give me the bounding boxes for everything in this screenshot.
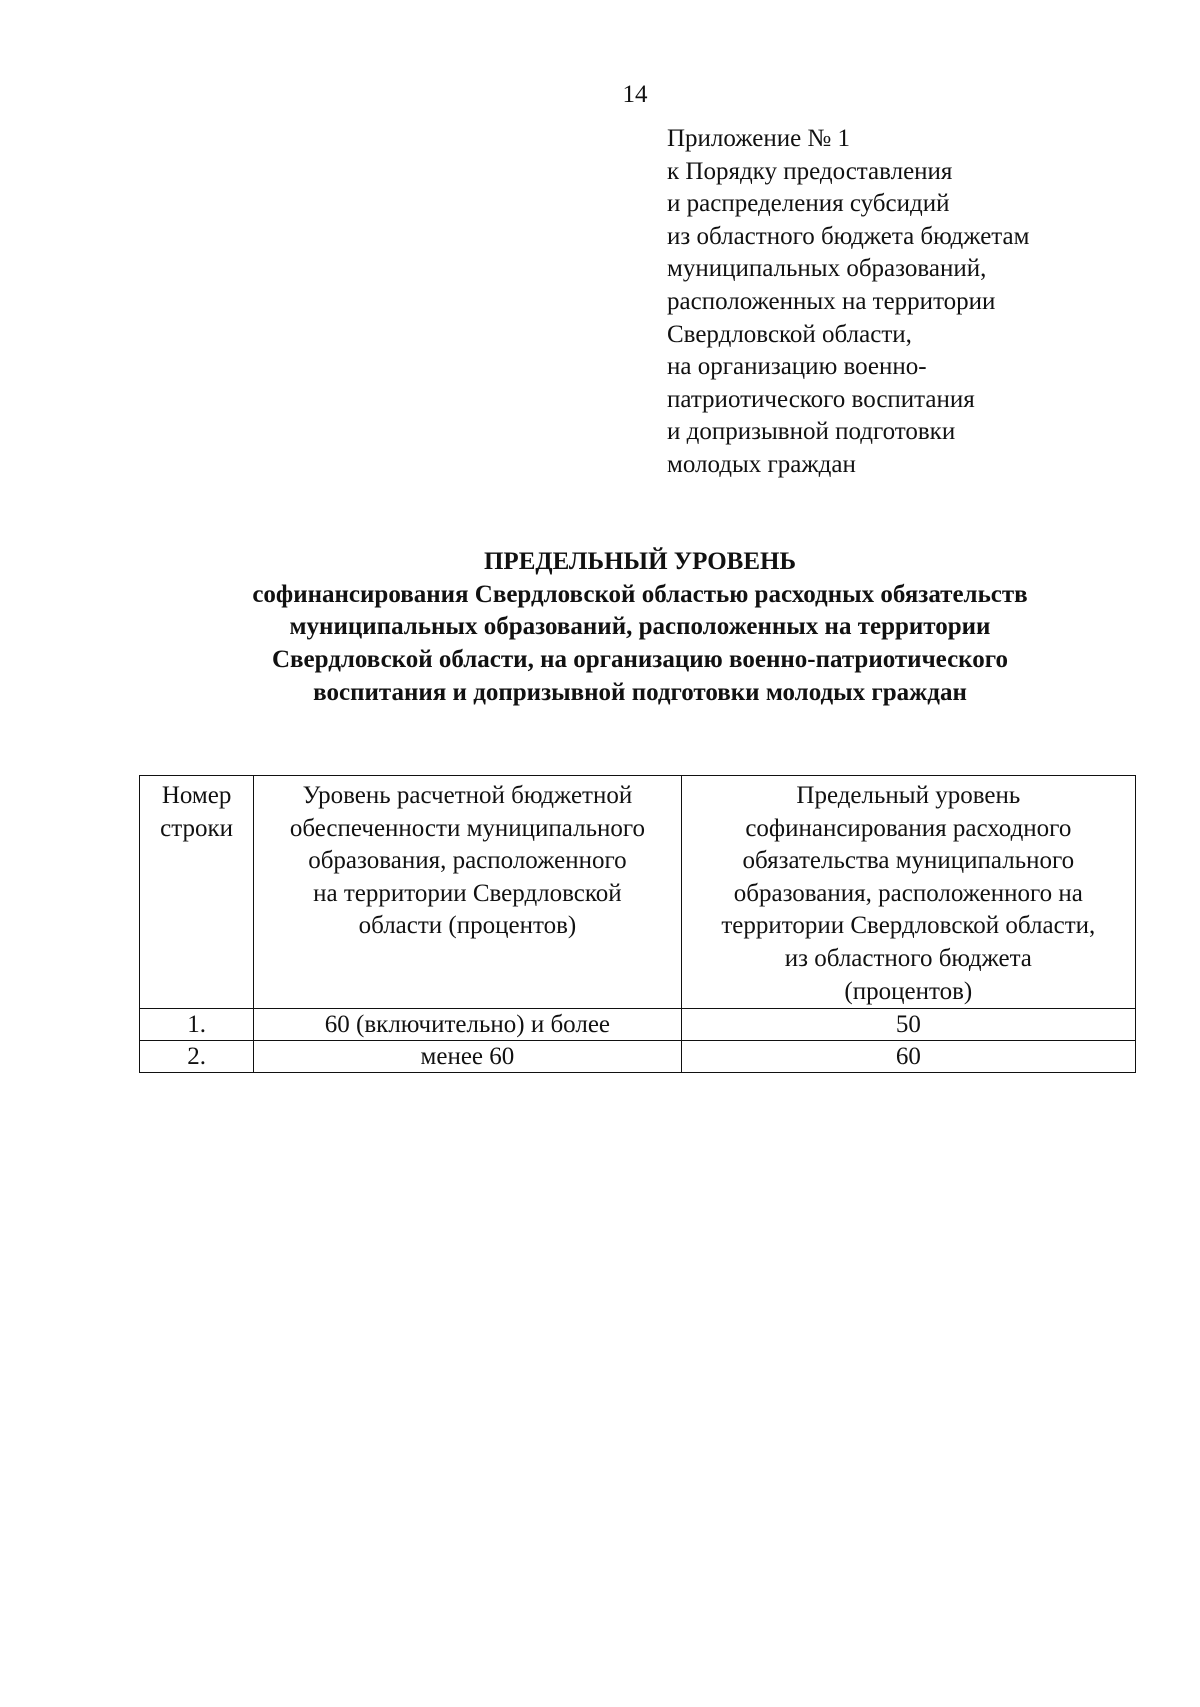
annex-line: из областного бюджета бюджетам: [667, 222, 1030, 250]
cell-budget-level: 60 (включительно) и более: [254, 1009, 682, 1041]
document-title: [140, 546, 1140, 710]
cofinancing-table: [139, 775, 1136, 1073]
title-line: софинансирования Свердловской областью расходных обязательств: [252, 580, 1028, 608]
title-line: ПРЕДЕЛЬНЫЙ УРОВЕНЬ: [483, 548, 797, 575]
page-number: 14: [622, 81, 648, 108]
title-line: муниципальных образований, расположенных на территории: [289, 613, 991, 641]
cell-row-number: 1.: [140, 1009, 254, 1041]
annex-line: и распределения субсидий: [667, 190, 950, 218]
annex-line: молодых граждан: [667, 450, 856, 478]
annex-line: Приложение № 1: [667, 125, 851, 152]
annex-line: к Порядку предоставления: [667, 157, 953, 185]
header-budget-level: Уровень расчетной бюджетной обеспеченности муниципального образования, расположенного на территории Свердловской области (процентов): [254, 776, 682, 1009]
annex-header: [667, 123, 1147, 482]
header-cofinancing-limit: Предельный уровень софинансирования расходного обязательства муниципального образования, расположенного на территории Свердловской области, из областного бюджета (процентов): [681, 776, 1135, 1009]
annex-line: расположенных на территории: [667, 287, 996, 315]
table-row: [140, 1009, 1136, 1041]
annex-line: Свердловской области,: [667, 320, 912, 348]
cell-cofinancing-limit: 60: [681, 1041, 1135, 1073]
title-line: воспитания и допризывной подготовки молодых граждан: [313, 678, 967, 706]
annex-line: муниципальных образований,: [667, 255, 987, 283]
annex-line: патриотического воспитания: [667, 385, 975, 413]
annex-line: на организацию военно-: [667, 353, 927, 381]
header-row-number: Номер строки: [140, 776, 254, 1009]
cell-row-number: 2.: [140, 1041, 254, 1073]
table-row: [140, 1041, 1136, 1073]
cell-budget-level: менее 60: [254, 1041, 682, 1073]
cell-cofinancing-limit: 50: [681, 1009, 1135, 1041]
title-line: Свердловской области, на организацию военно-патриотического: [272, 646, 1008, 674]
annex-line: и допризывной подготовки: [667, 418, 956, 446]
table-header-row: [140, 776, 1136, 1009]
